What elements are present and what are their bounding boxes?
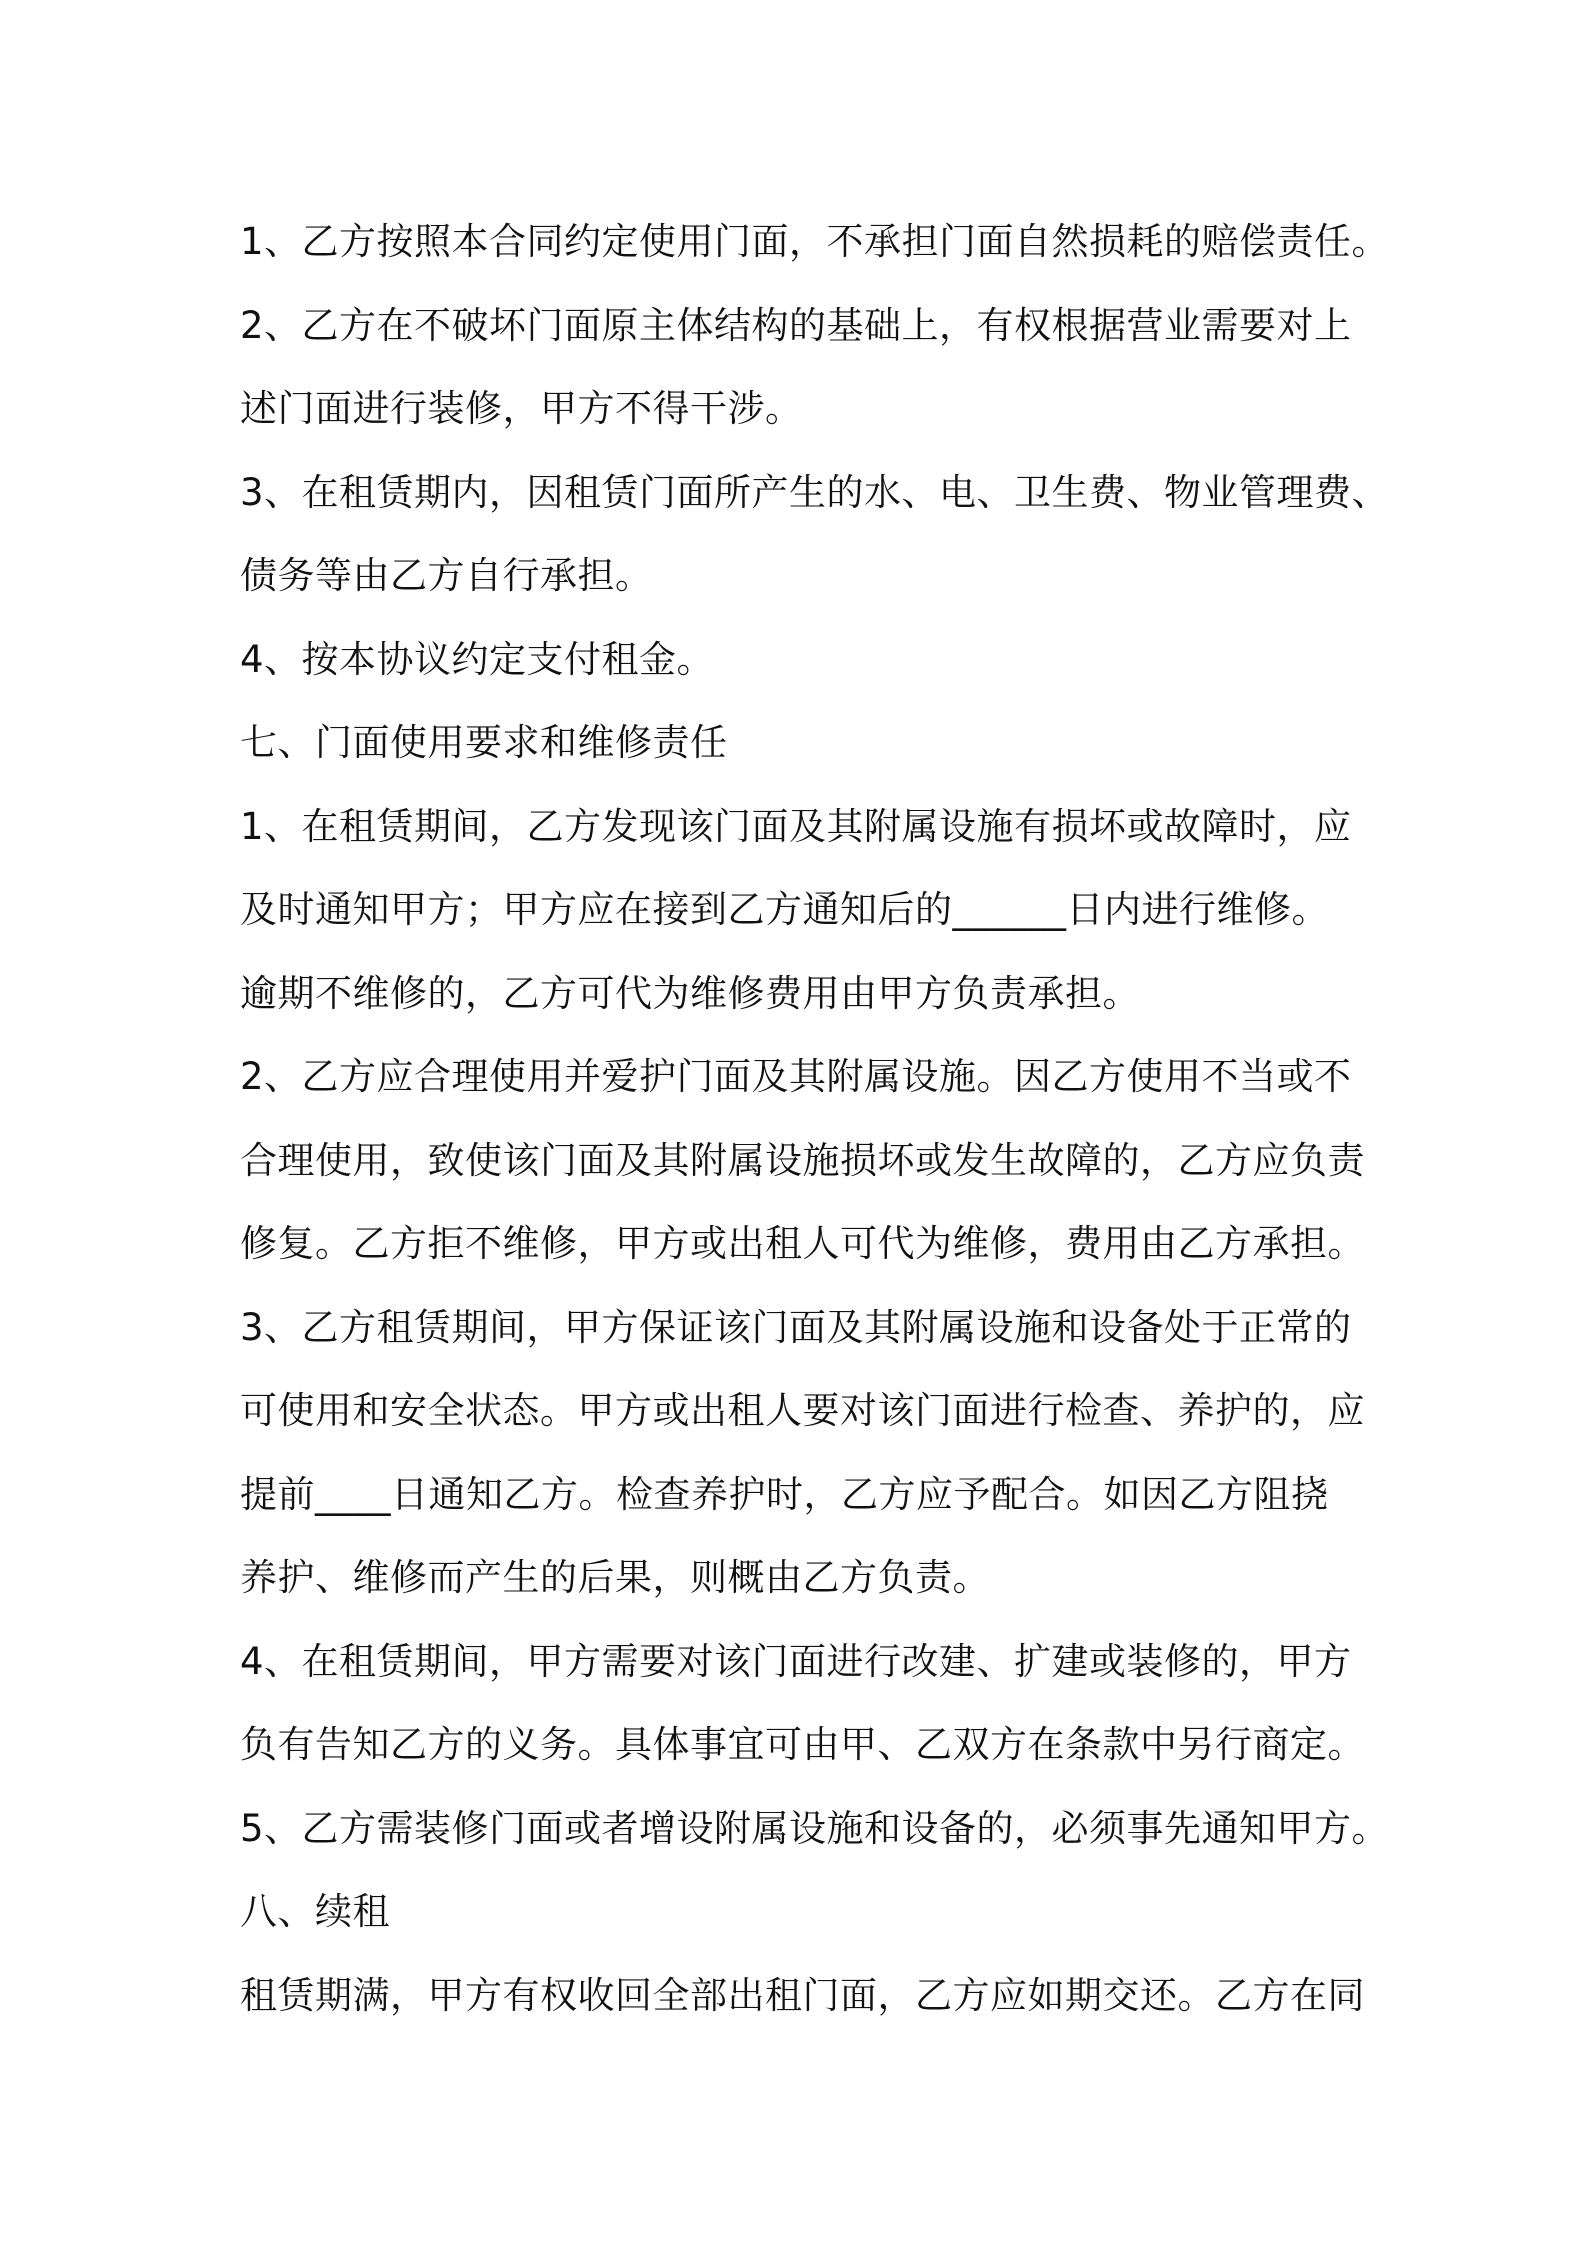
text-line: 提前____日通知乙方。检查养护时，乙方应予配合。如因乙方阻挠 [240, 1472, 1329, 1516]
contract-text [240, 200, 1390, 2037]
text-line: 4、在租赁期间，甲方需要对该门面进行改建、扩建或装修的，甲方 [240, 1639, 1352, 1683]
text-line: 可使用和安全状态。甲方或出租人要对该门面进行检查、养护的，应 [240, 1389, 1365, 1432]
text-line: 逾期不维修的，乙方可代为维修费用由甲方负责承担。 [240, 971, 1140, 1015]
text-line: 述门面进行装修，甲方不得干涉。 [240, 387, 803, 430]
text-line: 3、乙方租赁期间，甲方保证该门面及其附属设施和设备处于正常的 [240, 1305, 1352, 1349]
text-line: 合理使用，致使该门面及其附属设施损坏或发生故障的，乙方应负责 [240, 1138, 1365, 1182]
text-line: 1、乙方按照本合同约定使用门面，不承担门面自然损耗的赔偿责任。 [240, 220, 1390, 263]
text-line: 租赁期满，甲方有权收回全部出租门面，乙方应如期交还。乙方在同 [240, 1973, 1365, 2017]
text-line: 及时通知甲方；甲方应在接到乙方通知后的______日内进行维修。 [240, 888, 1329, 931]
text-line: 5、乙方需装修门面或者增设附属设施和设备的，必须事先通知甲方。 [240, 1806, 1390, 1850]
text-line: 养护、维修而产生的后果，则概由乙方负责。 [240, 1556, 990, 1599]
text-line: 4、按本协议约定支付租金。 [240, 637, 715, 681]
text-line: 2、乙方应合理使用并爱护门面及其附属设施。因乙方使用不当或不 [240, 1055, 1352, 1098]
section-heading: 八、续租 [240, 1890, 390, 1933]
text-line: 修复。乙方拒不维修，甲方或出租人可代为维修，费用由乙方承担。 [240, 1222, 1365, 1265]
text-line: 负有告知乙方的义务。具体事宜可由甲、乙双方在条款中另行商定。 [240, 1723, 1365, 1766]
text-line: 1、在租赁期间，乙方发现该门面及其附属设施有损坏或故障时，应 [240, 804, 1352, 848]
section-heading: 七、门面使用要求和维修责任 [240, 721, 728, 764]
text-line: 3、在租赁期内，因租赁门面所产生的水、电、卫生费、物业管理费、 [240, 470, 1390, 514]
text-line: 债务等由乙方自行承担。 [240, 554, 653, 597]
text-line: 2、乙方在不破坏门面原主体结构的基础上，有权根据营业需要对上 [240, 303, 1352, 347]
